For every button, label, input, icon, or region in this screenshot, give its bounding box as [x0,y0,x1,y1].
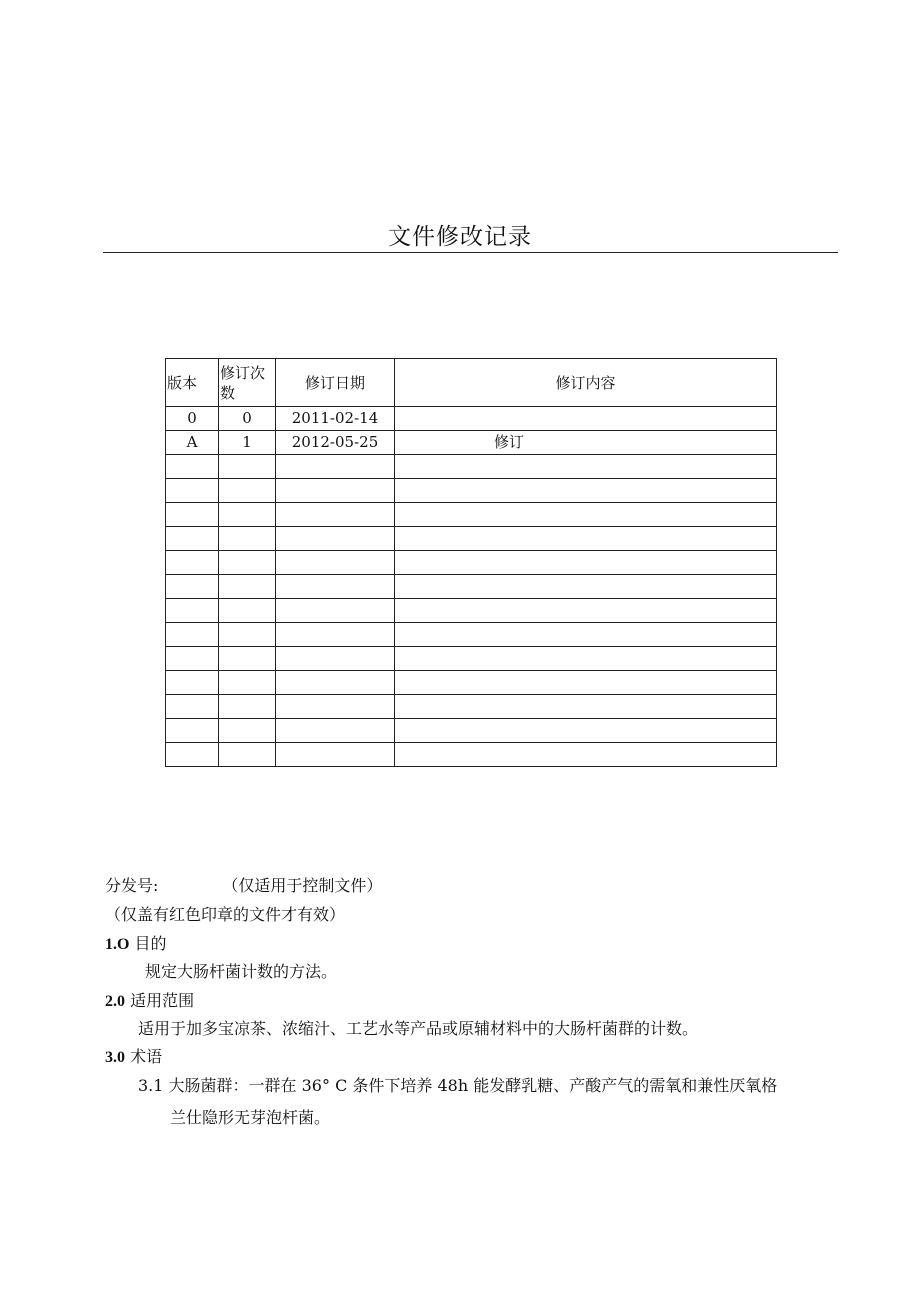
cell-revision-date [276,503,395,527]
table-row [166,407,777,431]
cell-version [166,575,219,599]
table-row [166,671,777,695]
table-row [166,479,777,503]
cell-revision-content [395,743,777,767]
table-row [166,623,777,647]
header-revision-date: 修订日期 [276,359,395,407]
cell-revision-count [219,575,276,599]
cell-revision-date [276,527,395,551]
cell-revision-content [395,599,777,623]
title-divider [103,252,838,253]
cell-version [166,599,219,623]
cell-revision-date [276,575,395,599]
section-title: 术语 [130,1047,163,1066]
header-revision-content: 修订内容 [395,359,777,407]
cell-version [166,719,219,743]
cell-revision-count [219,479,276,503]
section-number: 3.0 [105,1049,125,1066]
cell-version [166,623,219,647]
cell-revision-count [219,623,276,647]
cell-version: 0 [166,407,219,431]
cell-revision-content [395,647,777,671]
table-row [166,527,777,551]
cell-revision-content [395,455,777,479]
validity-note: （仅盖有红色印章的文件才有效） [105,905,346,924]
cell-revision-content [395,671,777,695]
cell-revision-date [276,719,395,743]
section-purpose-text: 规定大肠杆菌计数的方法。 [145,962,338,981]
cell-version [166,455,219,479]
cell-revision-content [395,719,777,743]
cell-revision-date [276,551,395,575]
cell-version [166,479,219,503]
table-row [166,599,777,623]
cell-revision-date [276,479,395,503]
table-row [166,719,777,743]
section-scope-text: 适用于加多宝凉茶、浓缩汁、工艺水等产品或原辅材料中的大肠杆菌群的计数。 [138,1019,699,1038]
cell-revision-date [276,647,395,671]
cell-version [166,671,219,695]
cell-version [166,503,219,527]
section-scope-heading [105,987,194,1016]
cell-revision-count [219,743,276,767]
cell-revision-date [276,599,395,623]
distribution-note: （仅适用于控制文件） [222,876,383,895]
section-terms-heading [105,1043,162,1072]
cell-revision-content [395,407,777,431]
table-row [166,455,777,479]
section-number: 2.0 [105,993,125,1010]
revision-table [165,358,777,767]
cell-revision-count [219,671,276,695]
cell-revision-count [219,527,276,551]
distribution-label: 分发号: [105,876,159,895]
cell-revision-count [219,719,276,743]
cell-revision-date [276,455,395,479]
table-row [166,647,777,671]
cell-version [166,743,219,767]
cell-revision-content [395,479,777,503]
cell-revision-count [219,647,276,671]
cell-revision-count: 0 [219,407,276,431]
cell-revision-count: 1 [219,431,276,455]
table-row [166,575,777,599]
cell-revision-content [395,551,777,575]
cell-revision-count [219,695,276,719]
distribution-line [105,872,382,900]
table-row [166,695,777,719]
cell-revision-count [219,599,276,623]
table-row [166,431,777,455]
cell-revision-content [395,623,777,647]
cell-revision-date: 2011-02-14 [276,407,395,431]
cell-revision-content: 修订 [395,431,777,455]
table-row [166,743,777,767]
cell-revision-content [395,695,777,719]
cell-revision-content [395,503,777,527]
cell-revision-date: 2012-05-25 [276,431,395,455]
cell-revision-date [276,623,395,647]
cell-version [166,695,219,719]
term-item-line-2: 兰仕隐形无芽泡杆菌。 [170,1108,331,1127]
table-row [166,551,777,575]
header-version: 版本 [166,359,219,407]
cell-revision-count [219,455,276,479]
section-title: 适用范围 [130,991,195,1010]
page-title: 文件修改记录 [388,224,532,250]
cell-version [166,527,219,551]
header-revision-count: 修订次数 [219,359,276,407]
cell-revision-date [276,695,395,719]
table-row [166,503,777,527]
cell-revision-date [276,743,395,767]
cell-revision-content [395,527,777,551]
section-title: 目的 [134,934,167,953]
cell-version: A [166,431,219,455]
cell-version [166,647,219,671]
section-purpose-heading [105,930,167,959]
cell-revision-count [219,503,276,527]
term-item-line-1: 3.1 大肠菌群：一群在 36° C 条件下培养 48h 能发酵乳糖、产酸产气的需氧和兼性厌氧格 [138,1076,778,1095]
cell-version [166,551,219,575]
cell-revision-date [276,671,395,695]
cell-revision-content [395,575,777,599]
section-number: 1.O [105,936,130,953]
cell-revision-count [219,551,276,575]
revision-table-header [166,359,777,407]
